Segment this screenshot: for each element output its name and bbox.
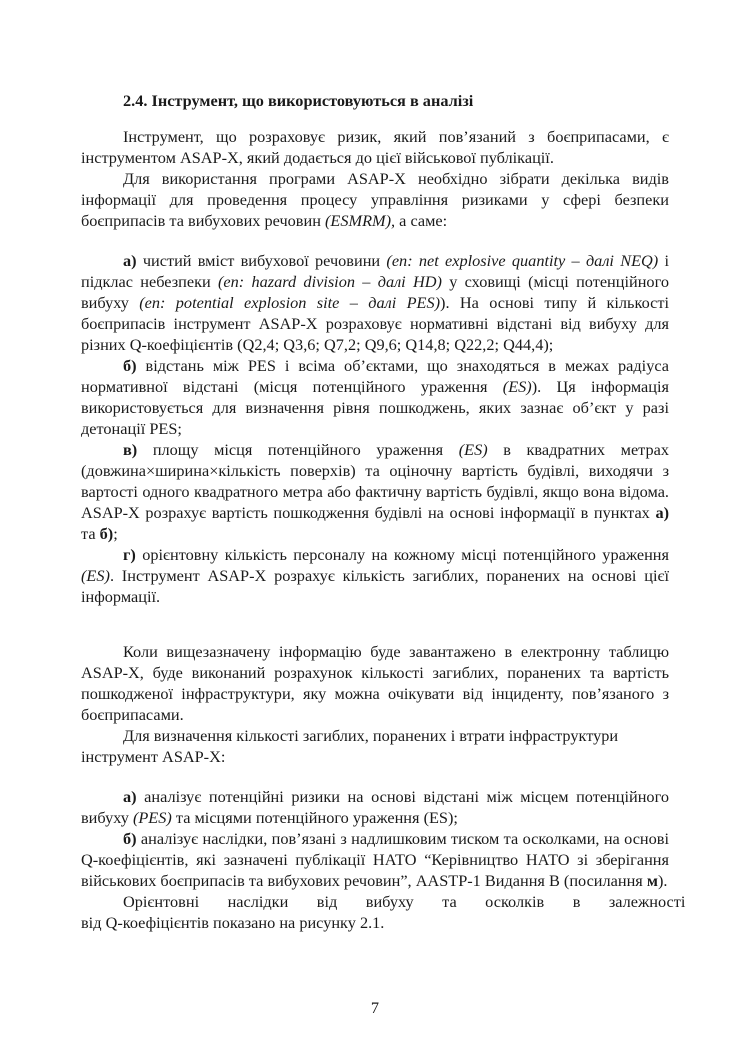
list1-item-d xyxy=(81,544,669,607)
page-number: 7 xyxy=(370,998,380,1017)
item-text: аналізує потенційні ризики на основі відстані між місцем потенційного вибуху xyxy=(81,787,669,827)
middle-paragraph-2: Для визначення кількості загиблих, поранених і втрати інфраструктури інструмент ASAP-X: xyxy=(81,726,619,766)
item-text: аналізує наслідки, пов’язані з надлишковим тиском та осколками, на основі Q-коефіцієнтів, які зазначені публікації НАТО “Керівництво НАТО зі зберігання військових боєприпасів та вибухових речовин”, AASTP-1 Видання B (посилання xyxy=(81,829,669,890)
list1-item-b xyxy=(81,355,669,439)
final-paragraph-line-2: від Q-коефіцієнтів показано на рисунку 2.1. xyxy=(81,913,385,932)
item-label: г) xyxy=(123,545,136,564)
intro-text: Для використання програми ASAP-X необхідно зібрати декілька видів інформації для проведення процесу управління ризиками у сфері безпеки боєприпасів та вибухових речовин xyxy=(81,169,669,230)
item-ref: м xyxy=(646,871,658,890)
item-term: (en: potential explosion site – далі PES) xyxy=(139,293,441,312)
item-text: ). На основі типу й кількості боєприпасів інструмент ASAP-X розраховує нормативні відстані від вибуху для різних Q-коефіцієнтів (Q2,4; Q3,6; Q7,2; Q9,6; Q14,8; Q22,2; Q44,4); xyxy=(81,293,669,354)
page-content xyxy=(81,90,686,933)
item-text: площу місця потенційного ураження xyxy=(137,440,459,459)
item-text: ). xyxy=(657,871,668,890)
list2-item-a xyxy=(81,786,669,828)
middle-paragraph-1: Коли вищезазначену інформацію буде завантажено в електронну таблицю ASAP-X, буде виконаний розрахунок кількості загиблих, поранених та вартість пошкодженої інфраструктури, яку можна очікувати від інциденту, пов’язаного з боєприпасами. xyxy=(81,642,669,724)
item-text: у сховищі (місці потенційного вибуху xyxy=(81,272,669,312)
section-heading: 2.4. Інструмент, що використовуються в аналізі xyxy=(123,91,474,110)
intro-paragraph-1: Інструмент, що розраховує ризик, який пов’язаний з боєприпасами, є інструментом ASAP-X, який додається до цієї військової публікації. xyxy=(81,127,669,167)
item-text: та xyxy=(81,524,100,543)
item-text: ; xyxy=(113,524,118,543)
item-label: а) xyxy=(123,251,137,270)
item-label: а) xyxy=(123,787,137,806)
item-text: та місцями потенційного ураження (ES); xyxy=(171,808,458,827)
intro-text-end: а саме: xyxy=(395,211,448,230)
item-text: . Інструмент ASAP-X розрахує кількість загиблих, поранених на основі цієї інформації. xyxy=(81,566,669,606)
item-term: (ES) xyxy=(81,566,110,585)
item-ref: б) xyxy=(99,524,114,543)
item-term: (en: hazard division – далі HD) xyxy=(218,272,442,291)
item-text: орієнтовну кількість персоналу на кожному місці потенційного ураження xyxy=(135,545,669,564)
item-term: (ES) xyxy=(458,440,488,459)
esmrm-term: (ESMRM), xyxy=(325,211,396,230)
item-term: (PES) xyxy=(132,808,172,827)
item-label: в) xyxy=(123,440,138,459)
list2-item-b xyxy=(81,828,669,891)
item-text: чистий вміст вибухової речовини xyxy=(136,251,387,270)
intro-paragraph-2 xyxy=(81,168,669,231)
final-paragraph-line-1: Орієнтовні наслідки від вибуху та осколків в залежності xyxy=(123,892,686,911)
item-ref: а) xyxy=(655,503,669,522)
item-text: ). Ця інформація використовується для визначення рівня пошкоджень, яких зазнає об’єкт у разі детонації PES; xyxy=(81,377,669,438)
list1-item-a xyxy=(81,250,669,355)
item-text: відстань між PES і всіма об’єктами, що знаходяться в межах радіуса нормативної відстані (місця потенційного ураження xyxy=(81,356,669,396)
item-label: б) xyxy=(123,829,137,848)
item-term: (ES) xyxy=(502,377,532,396)
item-text: і підклас небезпеки xyxy=(81,251,669,291)
item-term: (en: net explosive quantity – далі NEQ) xyxy=(386,251,659,270)
item-label: б) xyxy=(123,356,137,375)
list1-item-c xyxy=(81,439,669,544)
item-text: в квадратних метрах (довжина×ширина×кількість поверхів) та оціночну вартість будівлі, виходячи з вартості одного квадратного метра або фактичну вартість будівлі, якщо вона відома. ASAP-X розрахує вартість пошкодження будівлі на основі інформації в пунктах xyxy=(81,440,669,522)
